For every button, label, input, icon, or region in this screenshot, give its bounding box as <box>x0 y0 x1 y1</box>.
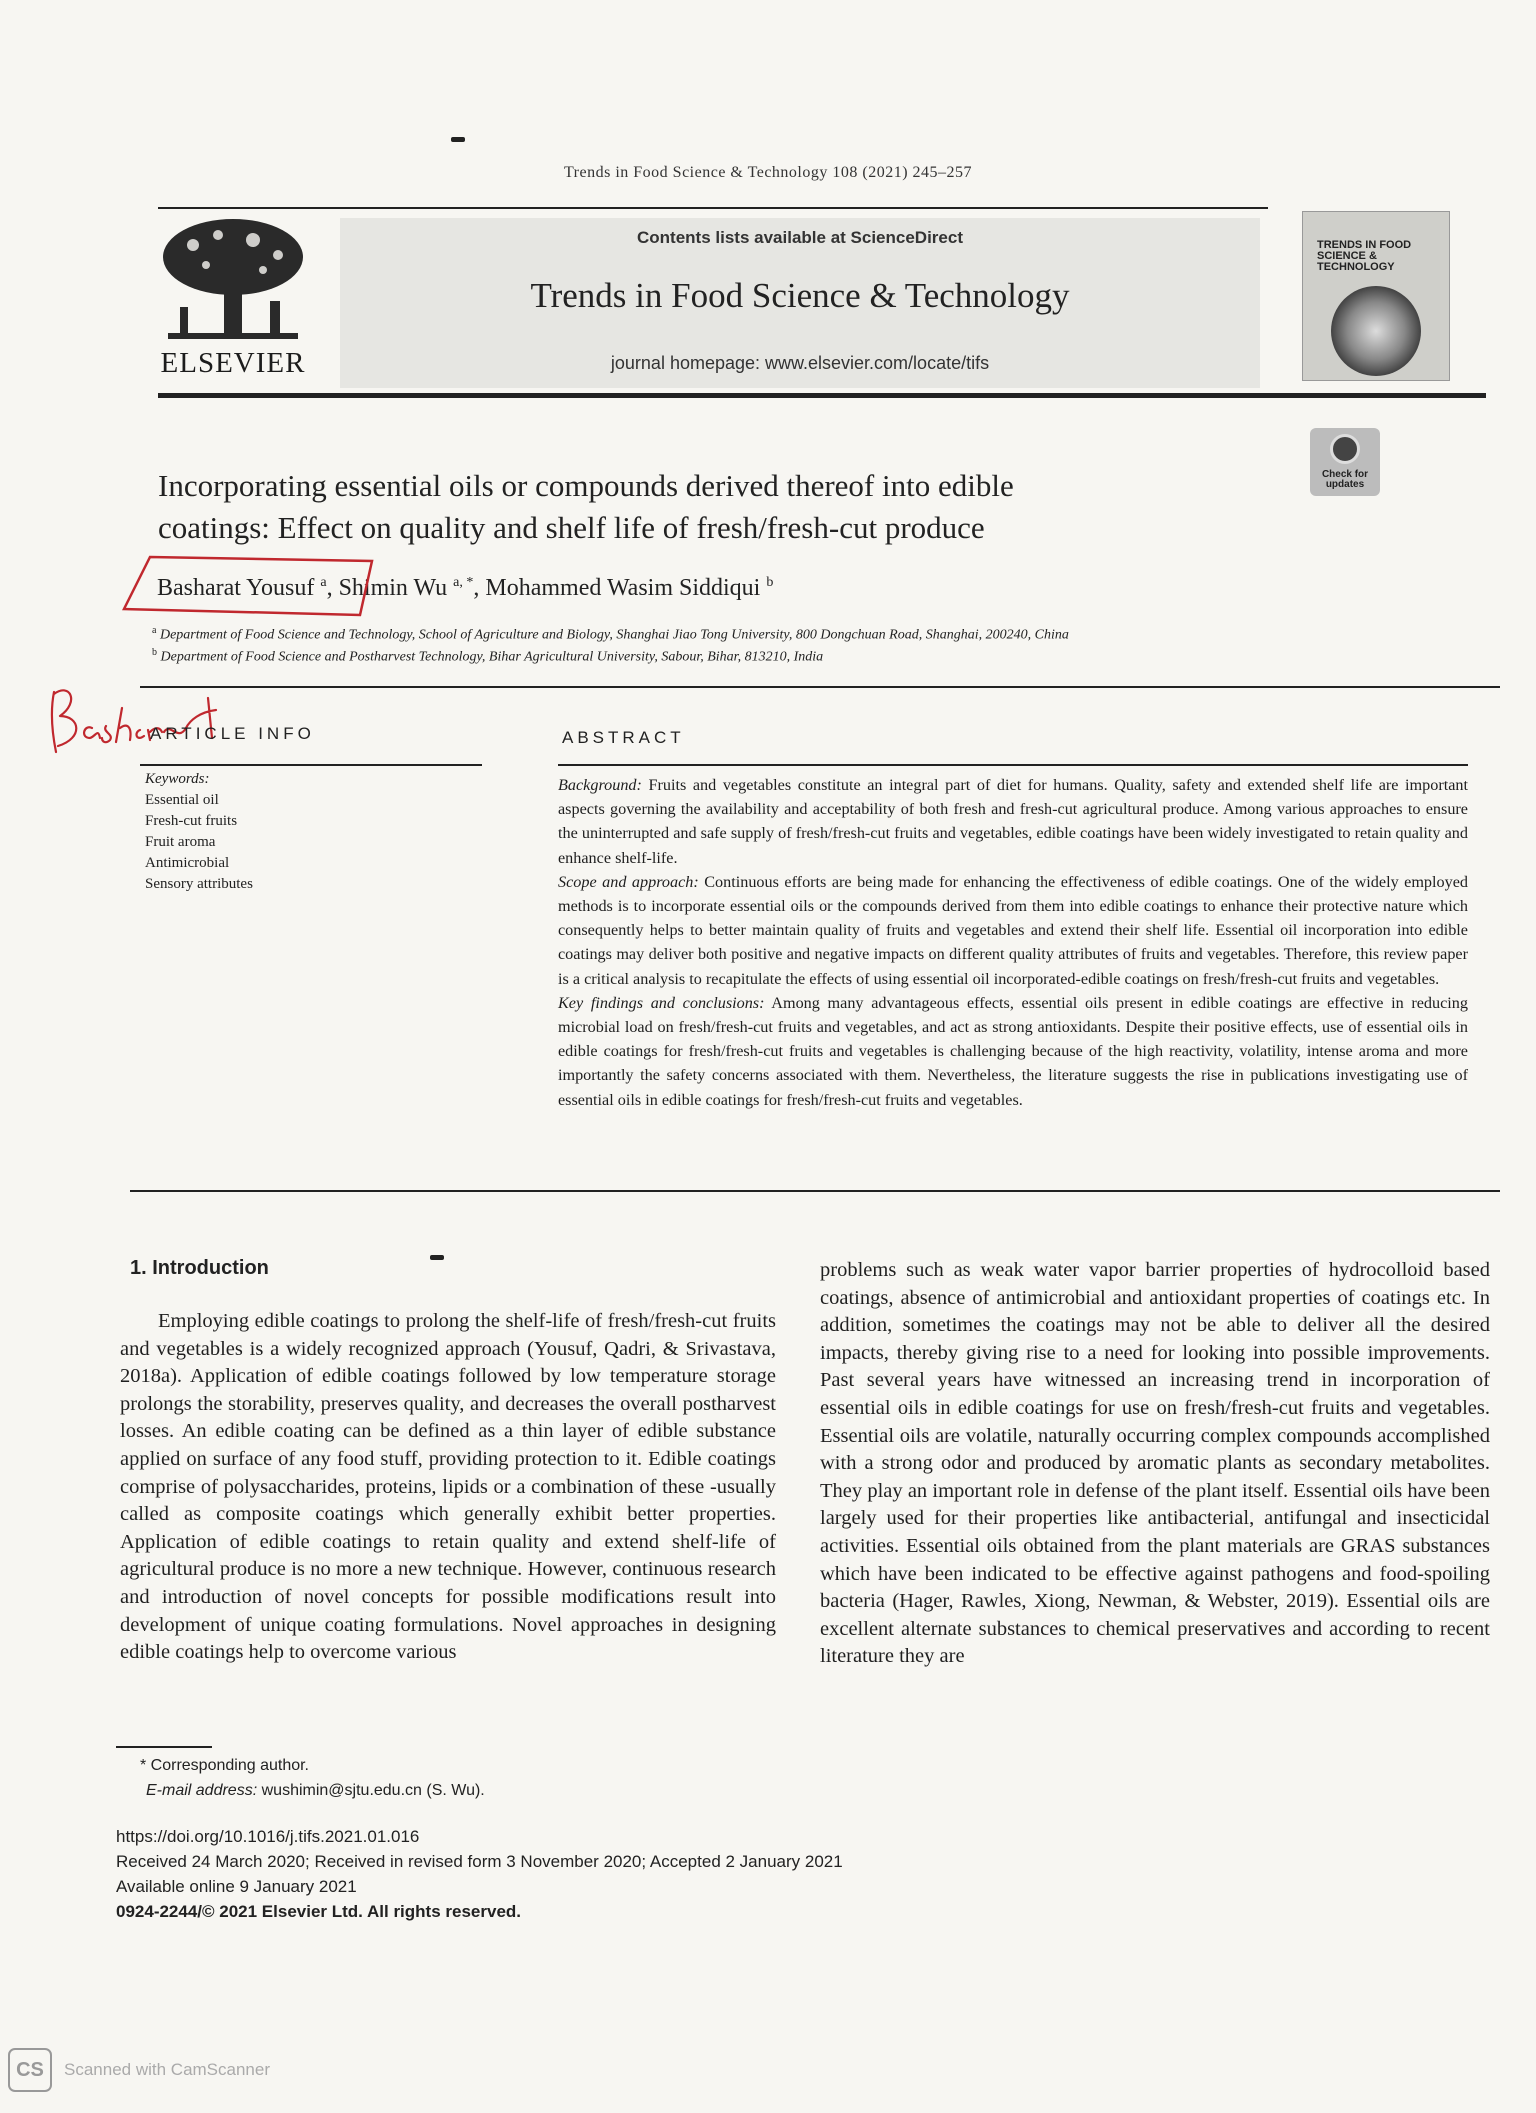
affiliation-b: $^b$ Department of Food Science and Postharvest Technology, Bihar Agricultural University, Sabour, Bihar, 813210, India <box>152 647 824 665</box>
author-affiliation-mark: b <box>766 575 774 590</box>
handwritten-box-annotation <box>120 553 376 619</box>
keyword-item: Fruit aroma <box>145 834 216 850</box>
running-header: Trends in Food Science & Technology 108 (2021) 245–257 <box>563 164 973 181</box>
check-for-updates-label: Check for updates <box>1321 469 1369 490</box>
keyword-item: Antimicrobial <box>145 855 230 871</box>
author-name: Basharat Yousuf <box>157 575 315 601</box>
cover-image <box>1331 286 1421 376</box>
article-title <box>158 465 1258 549</box>
author-affiliation-mark: a <box>320 575 327 590</box>
journal-homepage[interactable]: journal homepage: www.elsevier.com/locate/tifs <box>610 353 990 373</box>
abstract-bottom-rule <box>130 1190 1500 1192</box>
received-dates: Received 24 March 2020; Received in revised form 3 November 2020; Accepted 2 January 2021 <box>116 1852 843 1871</box>
affiliation-rule <box>140 686 1500 688</box>
header-rule-bottom <box>158 393 1486 398</box>
abstract-findings: Key findings and conclusions: Among many advantageous effects, essential oils present in edible coatings are effective in reducing microbial load on fresh/fresh-cut fruits and vegetables, and act as strong antioxidants. Despite their positive effects, use of essential oils in edible coatings for fresh/fresh-cut fruits and vegetables is challenging because of the high reactivity, volatility, intense aroma and more importantly the safety concerns associated with them. Nevertheless, the literature suggests the rise in publications investigating use of essential oils in edible coatings for fresh/fresh-cut fruits and vegetables. <box>558 993 1468 1109</box>
abstract-scope: Scope and approach: Continuous efforts are being made for enhancing the effectiveness of edible coatings. One of the widely employed methods is to incorporate essential oils or the compounds derived from them into edible coatings to enhance their protective nature which consequently helps to better maintain quality of fruits and vegetables and extend their shelf life. Essential oil incorporation into edible coatings may deliver both positive and negative impacts on different quality attributes of fruits and vegetables. Therefore, this review paper is a critical analysis to recapitulate the effects of using essential oil incorporated-edible coatings on fresh/fresh-cut fruits and vegetables. <box>558 872 1468 988</box>
intro-column-left: Employing edible coatings to prolong the shelf-life of fresh/fresh-cut fruits and vegetables is a widely recognized approach (Yousuf, Qadri, & Srivastava, 2018a). Application of edible coatings followed by low temperature storage prolongs the storability, preserves quality, and decreases the overall postharvest losses. An edible coating can be defined as a thin layer of edible substance applied on surface of any food stuff, providing protection to it. Edible coatings comprise of polysaccharides, proteins, lipids or a combination of these -usually called as composite coatings which generally exhibit better properties. Application of edible coatings to retain quality and extend shelf-life of agricultural produce is no more a new technique. However, continuous research and introduction of novel concepts for possible modifications result into development of unique coating formulations. Novel approaches in designing edible coatings help to overcome various <box>120 1310 776 1664</box>
elsevier-logo <box>158 215 308 385</box>
doi-link[interactable]: https://doi.org/10.1016/j.tifs.2021.01.016 <box>116 1827 420 1846</box>
check-for-updates-badge[interactable] <box>1310 428 1380 496</box>
publisher-name: ELSEVIER <box>160 347 306 379</box>
journal-banner <box>340 218 1260 388</box>
title-line-2: coatings: Effect on quality and shelf life of fresh/fresh-cut produce <box>158 510 985 545</box>
available-online: Available online 9 January 2021 <box>116 1877 357 1896</box>
section-heading-introduction: 1. Introduction <box>130 1257 269 1279</box>
abstract-background: Background: Fruits and vegetables constitute an integral part of diet for humans. Quality, safety and extended shelf life are important aspects governing the availability and acceptability of both fresh and fresh-cut agricultural produce. Among various approaches to ensure the uninterrupted and safe supply of fresh/fresh-cut fruits and vegetables, edible coatings have been widely investigated to retain quality and enhance shelf-life. <box>558 776 1469 867</box>
keywords-label: Keywords: <box>145 771 210 787</box>
abstract-heading: ABSTRACT <box>562 728 685 747</box>
article-info-rule <box>140 764 482 766</box>
scan-mark <box>430 1255 444 1260</box>
affiliation-a: $^a$ Department of Food Science and Technology, School of Agriculture and Biology, Shanghai Jiao Tong University, 800 Dongchuan Road, Shanghai, 200240, China <box>152 625 1069 643</box>
copyright-line: 0924-2244/© 2021 Elsevier Ltd. All rights reserved. <box>116 1902 522 1921</box>
keyword-item: Essential oil <box>145 792 219 808</box>
journal-title: Trends in Food Science & Technology <box>530 276 1070 315</box>
footnote-rule <box>116 1746 212 1748</box>
author-list: Basharat Yousuf $^a$, Shimin Wu $^{a, *}$, Mohammed Wasim Siddiqui $^b$ <box>157 575 774 601</box>
abstract-body <box>558 773 1468 1112</box>
bookmark-icon <box>1330 434 1360 464</box>
handwritten-signature <box>40 672 260 762</box>
email-note: E-mail address: wushimin@sjtu.edu.cn (S. Wu). <box>146 1782 485 1799</box>
scan-mark <box>451 137 465 142</box>
keyword-item: Sensory attributes <box>145 876 253 892</box>
camscanner-watermark: Scanned with CamScanner <box>64 2060 271 2079</box>
article-info-heading: ARTICLE INFO <box>150 724 315 743</box>
title-line-1: Incorporating essential oils or compounds derived thereof into edible <box>158 468 1014 503</box>
tree-icon <box>158 215 308 345</box>
cover-title: TRENDS IN FOOD SCIENCE & TECHNOLOGY <box>1317 239 1412 273</box>
intro-column-right: problems such as weak water vapor barrier properties of hydrocolloid based coatings, absence of antimicrobial and antioxidant properties of coatings etc. In addition, sometimes the coatings may not be able to deliver all the desired impacts, thereby giving rise to a need for looking into possible improvements. Past several years have witnessed an increasing trend in incorporation of essential oils in edible coatings for use on fresh/fresh-cut fruits and vegetables. Essential oils are volatile, naturally occurring complex compounds accomplished with a strong odor and produced by aromatic plants as secondary metabolites. They play an important role in defense of the plant itself. Essential oils have been largely used for their properties like antibacterial, antifungal and insecticidal activities. Essential oils obtained from the plant materials are GRAS substances which have been indicated to be effective against pathogens and food-spoiling bacteria (Hager, Rawles, Xiong, Newman, & Webster, 2019). Essential oils are excellent alternate substances to chemical preservatives and according to recent literature they are <box>820 1259 1490 1668</box>
keyword-item: Fresh-cut fruits <box>145 813 238 829</box>
journal-cover-thumbnail <box>1302 211 1450 381</box>
author-affiliation-mark: a, * <box>453 575 474 590</box>
corresponding-author-note: * Corresponding author. <box>140 1757 309 1774</box>
camscanner-logo-icon: CS <box>8 2048 52 2092</box>
contents-available-line: Contents lists available at ScienceDirect <box>637 228 963 247</box>
email-address[interactable]: wushimin@sjtu.edu.cn (S. Wu). <box>261 1782 485 1799</box>
abstract-rule <box>558 764 1468 766</box>
header-rule-top <box>158 207 1268 209</box>
author-name: Mohammed Wasim Siddiqui <box>485 575 761 601</box>
author-name: Shimin Wu <box>338 575 448 601</box>
